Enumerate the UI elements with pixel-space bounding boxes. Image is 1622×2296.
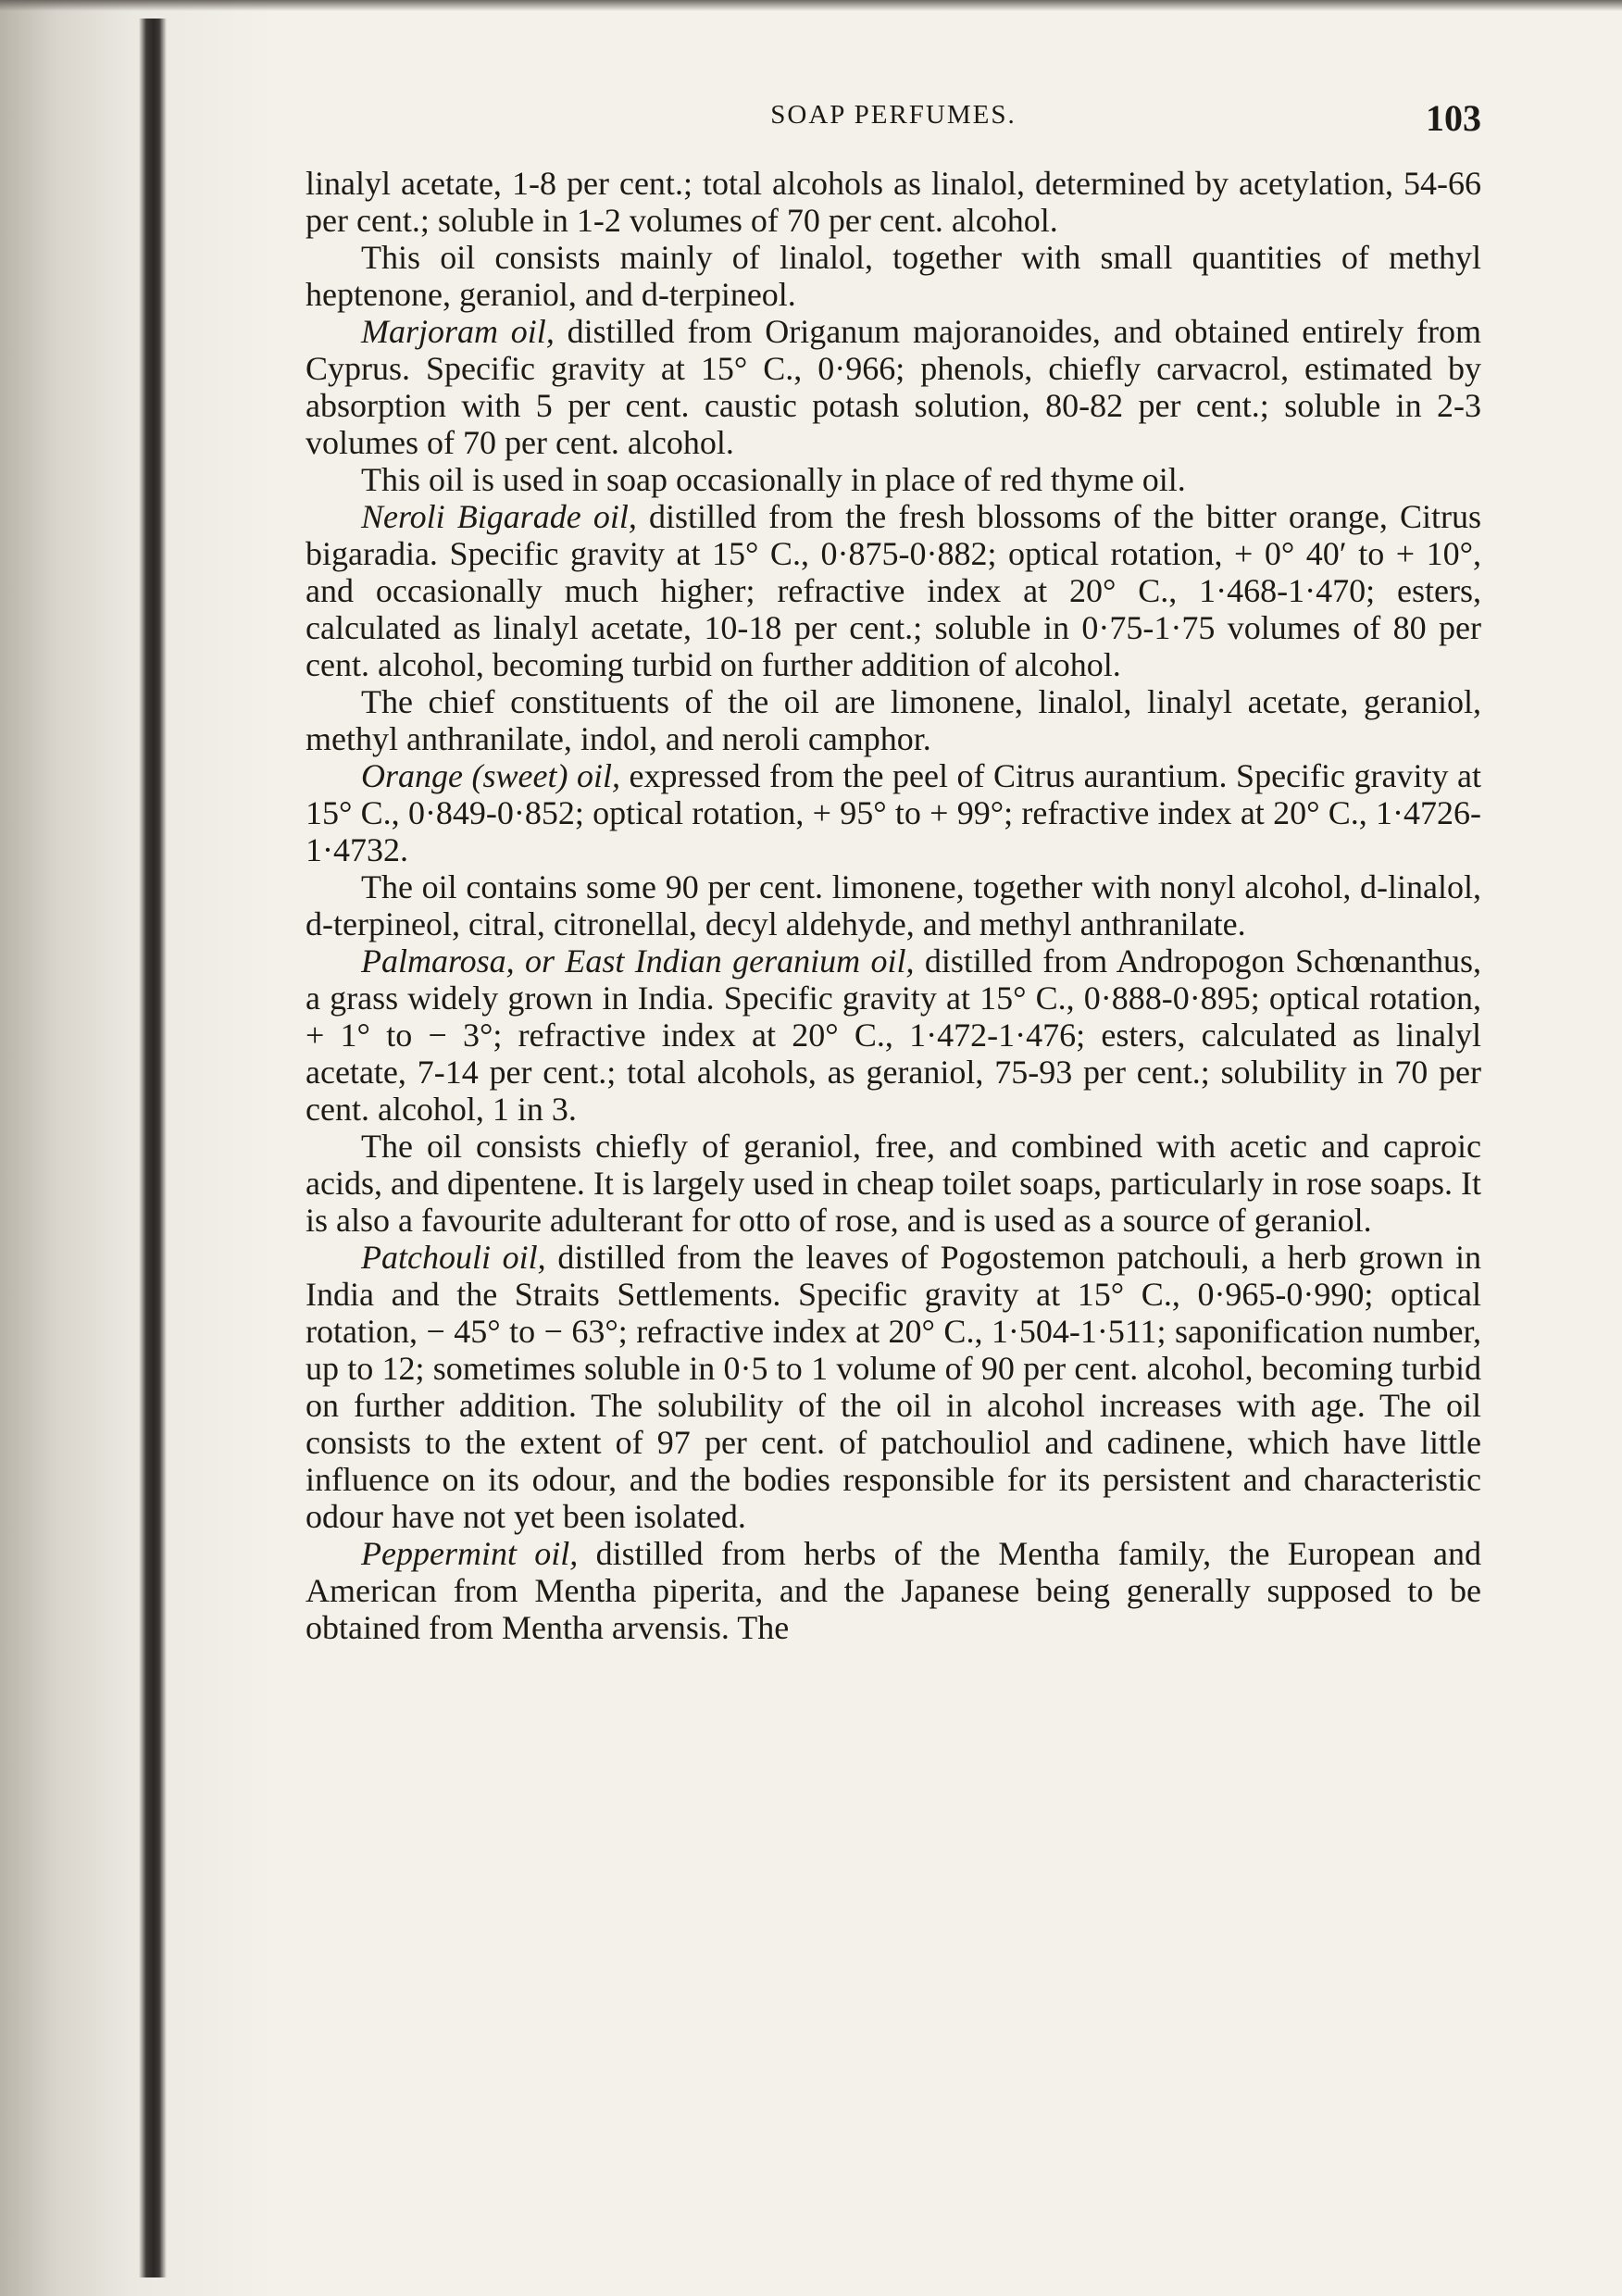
paragraph-marjoram — [306, 313, 1481, 461]
book-page — [306, 93, 1481, 1646]
paragraph-text: The chief constituents of the oil are limonene, linalol, linalyl acetate, geraniol, methyl anthranilate, indol, and neroli camphor. — [306, 683, 1481, 757]
paragraph-text: distilled from Andropogon Schœnanthus, a grass widely grown in India. Specific gravity at 15° C., 0·888-0·895; optical rotation, + 1° to − 3°; refractive index at 20° C., 1·472-1·476; esters, calculated as linalyl acetate, 7-14 per cent.; total alcohols, as geraniol, 75-93 per cent.; solubility in 70 per cent. alcohol, 1 in 3. — [306, 942, 1482, 1128]
paragraph-text: This oil consists mainly of linalol, together with small quantities of methyl heptenone, geraniol, and d-terpineol. — [306, 239, 1481, 313]
paragraph-text: expressed from the peel of Citrus aurantium. Specific gravity at 15° C., 0·849-0·852; optical rotation, + 95° to + 99°; refractive index at 20° C., 1·4726-1·4732. — [306, 757, 1482, 868]
paragraph-palmarosa — [306, 942, 1481, 1128]
paragraph-patchouli — [306, 1239, 1481, 1535]
paragraph-2 — [306, 239, 1481, 313]
paragraph-text: distilled from the fresh blossoms of the bitter orange, Citrus bigaradia. Specific gravity at 15° C., 0·875-0·882; optical rotation, + 0° 40′ to + 10°, and occasionally much higher; refractive index at 20° C., 1·468-1·470; esters, calculated as linalyl acetate, 10-18 per cent.; soluble in 0·75-1·75 volumes of 80 per cent. alcohol, becoming turbid on further addition of alcohol. — [306, 498, 1481, 683]
paragraph-1 — [306, 165, 1481, 239]
page-header — [306, 93, 1481, 148]
paragraph-orange — [306, 757, 1481, 868]
paragraph-8 — [306, 868, 1481, 942]
paragraph-neroli — [306, 498, 1481, 683]
paragraph-text: linalyl acetate, 1-8 per cent.; total alcohols as linalol, determined by acetylation, 54-66 per cent.; soluble in 1-2 volumes of 70 per cent. alcohol. — [306, 165, 1481, 239]
paragraph-text: distilled from Origanum majoranoides, and obtained entirely from Cyprus. Specific gravity at 15° C., 0·966; phenols, chiefly carvacrol, estimated by absorption with 5 per cent. caustic potash solution, 80-82 per cent.; soluble in 2-3 volumes of 70 per cent. alcohol. — [306, 313, 1481, 461]
page-spine-edge — [139, 19, 167, 2277]
paragraph-text: This oil is used in soap occasionally in place of red thyme oil. — [361, 461, 1186, 498]
paragraph-text: distilled from herbs of the Mentha family, the European and American from Mentha piperita, and the Japanese being generally supposed to be obtained from Mentha arvensis. The — [306, 1535, 1481, 1646]
entry-title: Patchouli oil, — [361, 1239, 546, 1276]
paragraph-peppermint — [306, 1535, 1481, 1646]
paragraph-4 — [306, 461, 1481, 498]
entry-title: Marjoram oil, — [361, 313, 555, 350]
paragraph-text: The oil consists chiefly of geraniol, free, and combined with acetic and caproic acids, and dipentene. It is largely used in cheap toilet soaps, particularly in rose soaps. It is also a favourite adulterant for otto of rose, and is used as a source of geraniol. — [306, 1128, 1481, 1239]
body-text — [306, 165, 1481, 1646]
page-top-edge — [0, 0, 1622, 11]
entry-title: Neroli Bigarade oil, — [361, 498, 637, 535]
paragraph-6 — [306, 683, 1481, 757]
entry-title: Orange (sweet) oil, — [361, 757, 621, 794]
paragraph-10 — [306, 1128, 1481, 1239]
page-number: 103 — [1426, 97, 1481, 139]
entry-title: Peppermint oil, — [361, 1535, 579, 1572]
entry-title: Palmarosa, or East Indian geranium oil, — [361, 942, 915, 980]
paragraph-text: The oil contains some 90 per cent. limonene, together with nonyl alcohol, d-linalol, d-terpineol, citral, citronellal, decyl aldehyde, and methyl anthranilate. — [306, 868, 1481, 942]
paragraph-text: distilled from the leaves of Pogostemon patchouli, a herb grown in India and the Straits Settlements. Specific gravity at 15° C., 0·965-0·990; optical rotation, − 45° to − 63°; refractive index at 20° C., 1·504-1·511; saponification number, up to 12; sometimes soluble in 0·5 to 1 volume of 90 per cent. alcohol, becoming turbid on further addition. The solubility of the oil in alcohol increases with age. The oil consists to the extent of 97 per cent. of patchouliol and cadinene, which have little influence on its odour, and the bodies responsible for its persistent and characteristic odour have not yet been isolated. — [306, 1239, 1481, 1535]
running-head: SOAP PERFUMES. — [770, 100, 1017, 130]
